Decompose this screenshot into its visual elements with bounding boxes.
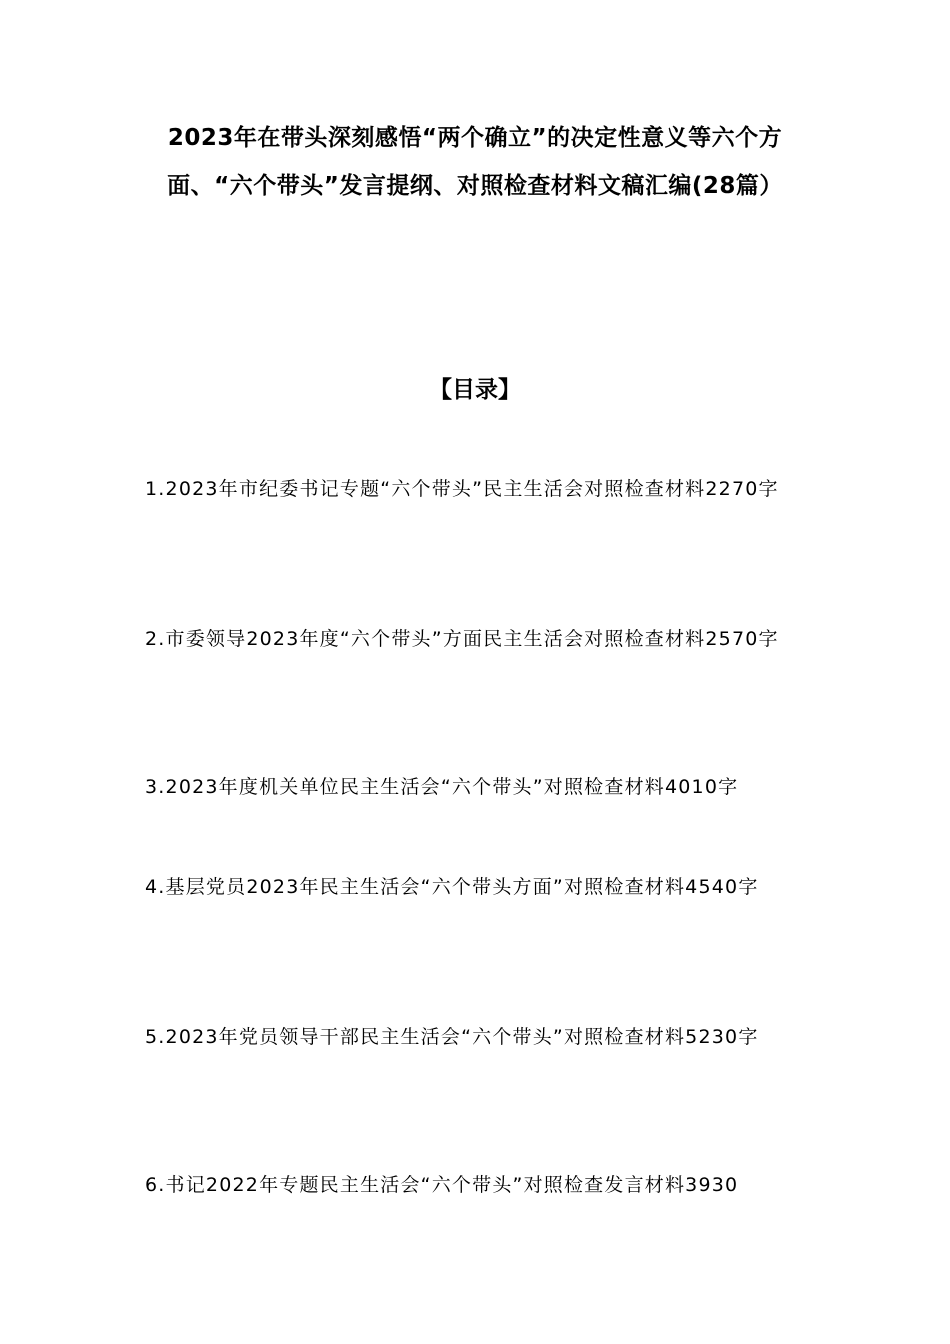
toc-item: 6.书记2022年专题民主生活会“六个带头”对照检查发言材料3930 — [145, 1174, 739, 1196]
toc-item: 4.基层党员2023年民主生活会“六个带头方面”对照检查材料4540字 — [145, 876, 759, 898]
toc-item: 3.2023年度机关单位民主生活会“六个带头”对照检查材料4010字 — [145, 776, 739, 798]
toc-item: 1.2023年市纪委书记专题“六个带头”民主生活会对照检查材料2270字 — [145, 478, 779, 500]
toc-heading: 【目录】 — [429, 377, 521, 403]
toc-item: 5.2023年党员领导干部民主生活会“六个带头”对照检查材料5230字 — [145, 1026, 759, 1048]
document-title: 2023年在带头深刻感悟“两个确立”的决定性意义等六个方面、“六个带头”发言提纲、对照检查材料文稿汇编(28篇） — [167, 125, 783, 199]
toc-item: 2.市委领导2023年度“六个带头”方面民主生活会对照检查材料2570字 — [145, 628, 779, 650]
